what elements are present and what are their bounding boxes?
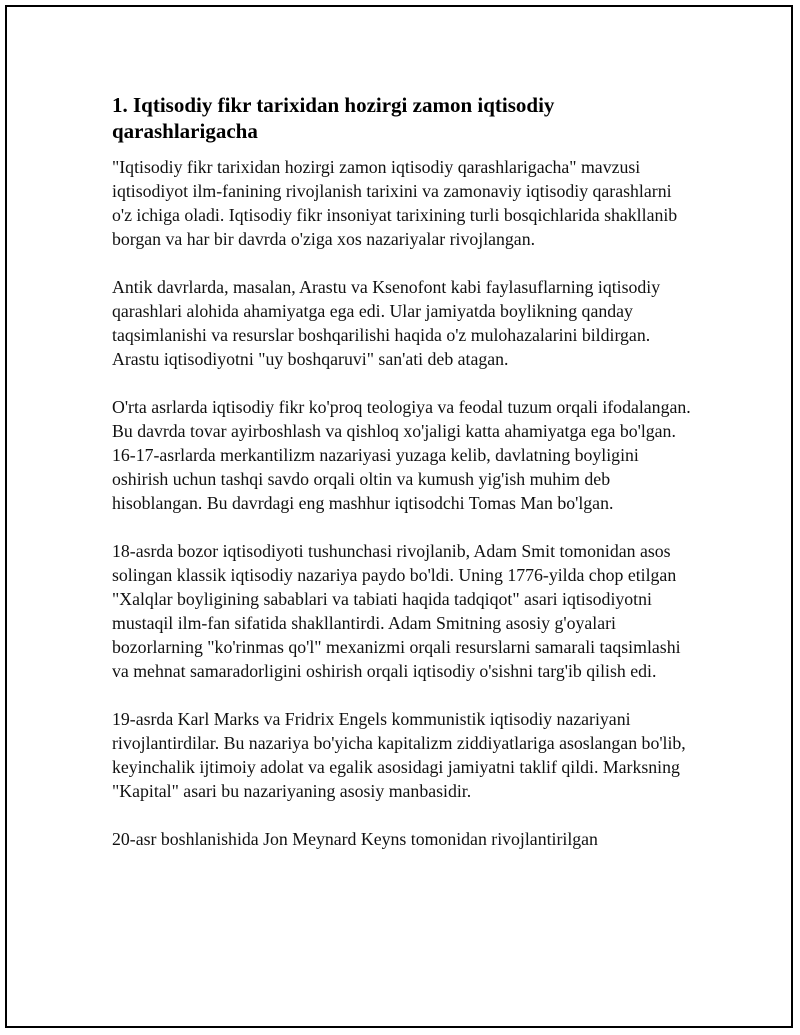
paragraph-19th-century: 19-asrda Karl Marks va Fridrix Engels kommunistik iqtisodiy nazariyani rivojlantirdilar. Bu nazariya bo'yicha kapitalizm ziddiyatlariga asoslangan bo'lib, keyinchalik ijtimoiy adolat va egalik asosidagi jamiyatni taklif qildi. Marksning "Kapital" asari bu nazariyaning asosiy manbasidir.	[112, 709, 686, 801]
section-heading: 1. Iqtisodiy fikr tarixidan hozirgi zamon iqtisodiy qarashlarigacha	[112, 93, 555, 143]
paragraph-20th-century: 20-asr boshlanishida Jon Meynard Keyns tomonidan rivojlantirilgan	[112, 829, 598, 849]
document-body	[112, 92, 692, 875]
paragraph-intro: "Iqtisodiy fikr tarixidan hozirgi zamon iqtisodiy qarashlarigacha" mavzusi iqtisodiyot ilm-fanining rivojlanish tarixini va zamonaviy iqtisodiy qarashlarni o'z ichiga oladi. Iqtisodiy fikr insoniyat tarixining turli bosqichlarida shakllanib borgan va har bir davrda o'ziga xos nazariyalar rivojlangan.	[112, 157, 678, 249]
paragraph-middle-ages: O'rta asrlarda iqtisodiy fikr ko'proq teologiya va feodal tuzum orqali ifodalangan. Bu davrda tovar ayirboshlash va qishloq xo'jaligi katta ahamiyatga ega bo'lgan. 16-17-asrlarda merkantilizm nazariyasi yuzaga kelib, davlatning boyligini oshirish uchun tashqi savdo orqali oltin va kumush yig'ish muhim deb hisoblangan. Bu davrdagi eng mashhur iqtisodchi Tomas Man bo'lgan.	[112, 397, 691, 513]
paragraph-antiquity: Antik davrlarda, masalan, Arastu va Ksenofont kabi faylasuflarning iqtisodiy qarashlari alohida ahamiyatga ega edi. Ular jamiyatda boylikning qanday taqsimlanishi va resurslar boshqarilishi haqida o'z mulohazalarini bildirgan. Arastu iqtisodiyotni "uy boshqaruvi" san'ati deb atagan.	[112, 277, 661, 369]
paragraph-18th-century: 18-asrda bozor iqtisodiyoti tushunchasi rivojlanib, Adam Smit tomonidan asos solingan klassik iqtisodiy nazariya paydo bo'ldi. Uning 1776-yilda chop etilgan "Xalqlar boyligining sabablari va tabiati haqida tadqiqot" asari iqtisodiyotni mustaqil ilm-fan sifatida shakllantirdi. Adam Smitning asosiy g'oyalari bozorlarning "ko'rinmas qo'l" mexanizmi orqali resurslarni samarali taqsimlashi va mehnat samaradorligini oshirish orqali iqtisodiy o'sishni targ'ib qilish edi.	[112, 541, 681, 681]
